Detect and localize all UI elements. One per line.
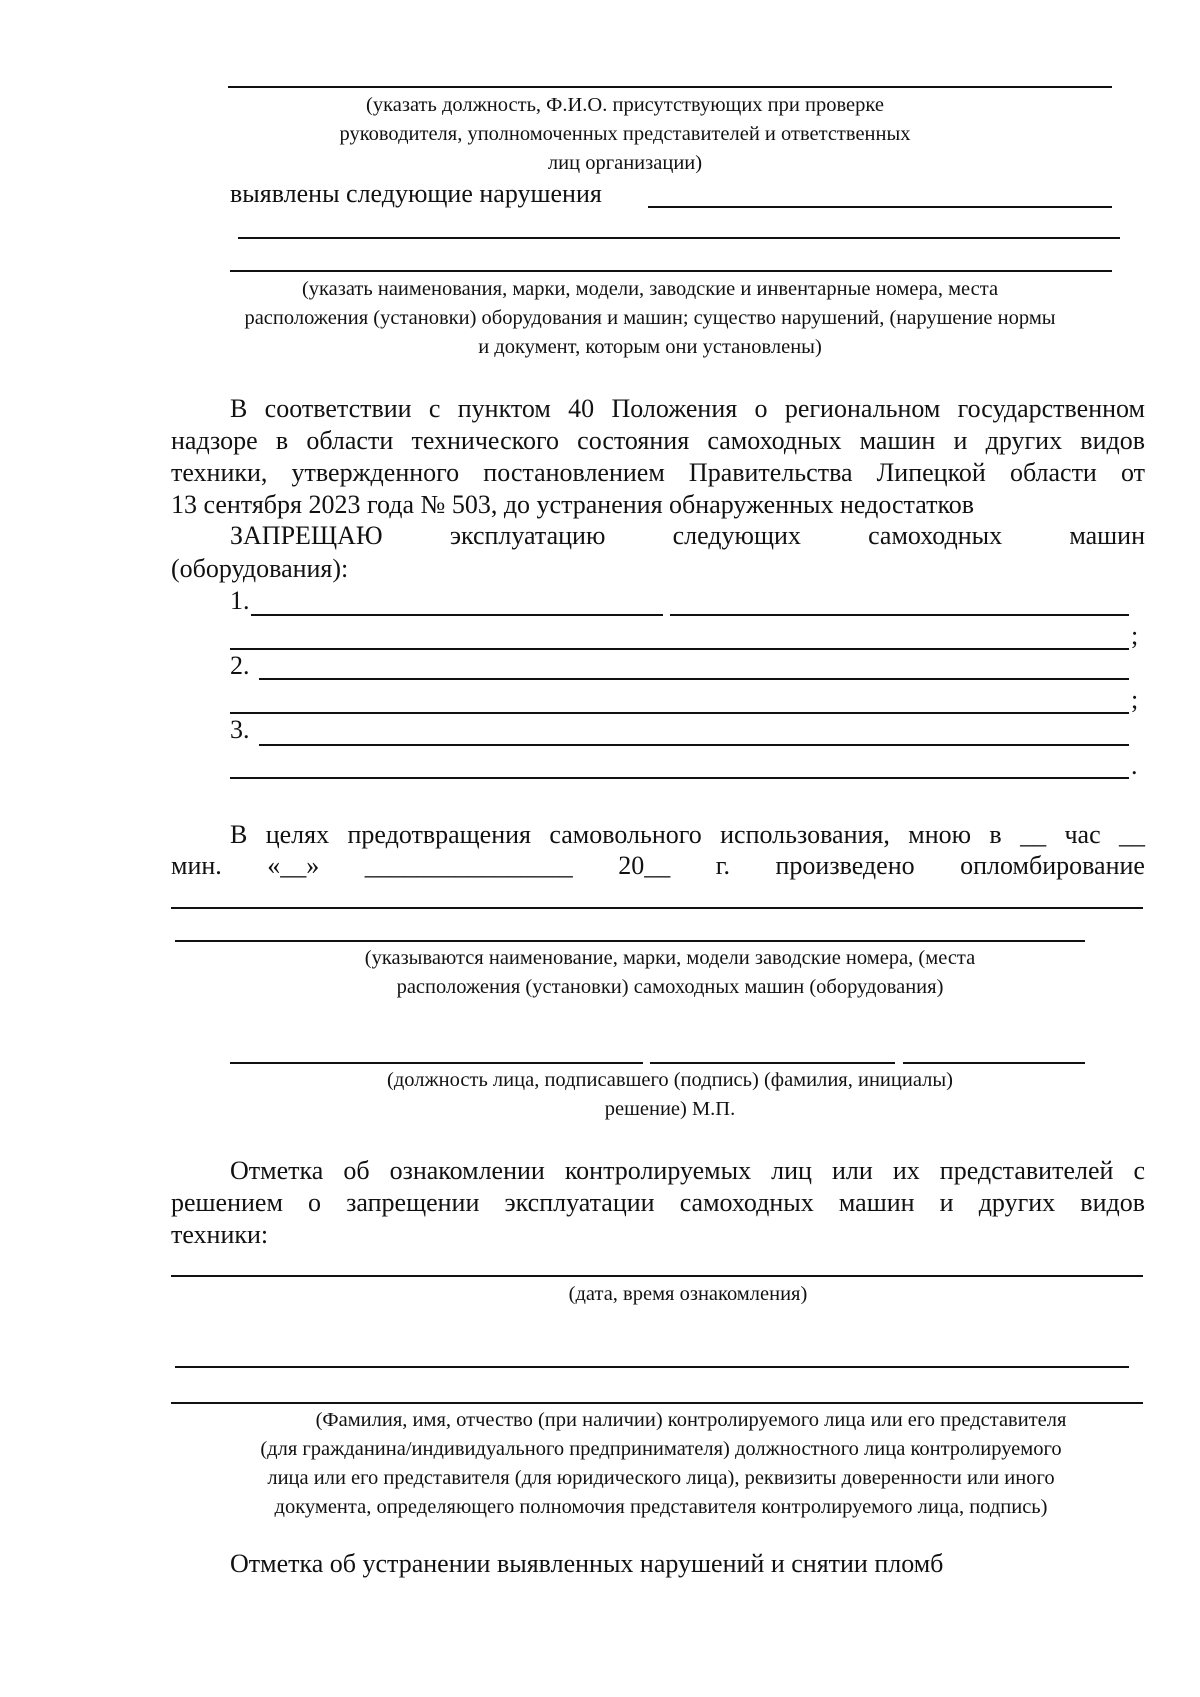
caption-present-2: руководителя, уполномоченных представителей и ответственных — [339, 123, 911, 145]
list-number-2: 2. — [230, 651, 250, 680]
violations-label: выявлены следующие нарушения — [230, 179, 602, 208]
blank-line-item-1b — [670, 614, 1129, 616]
caption-violations-1: (указать наименования, марки, модели, заводские и инвентарные номера, места — [301, 278, 999, 300]
blank-line-violations-3 — [230, 270, 1112, 272]
blank-line-person-1 — [175, 1366, 1129, 1368]
final-heading: Отметка об устранении выявленных нарушений и снятии пломб — [230, 1549, 944, 1578]
sealing-word-3: ________________ — [364, 851, 573, 880]
blank-line-date — [171, 1275, 1143, 1277]
para-basis-4: 13 сентября 2023 года № 503, до устранения обнаруженных недостатков — [171, 490, 975, 519]
prohibit-line-2: (оборудования): — [171, 554, 349, 583]
blank-line-item-3b — [230, 777, 1129, 779]
caption-violations-3: и документ, которым они установлены) — [478, 336, 822, 358]
blank-line-signature-position — [230, 1062, 643, 1064]
para-basis-3: техники, утвержденного постановлением Правительства Липецкой области от — [171, 458, 1145, 487]
caption-person-1: (Фамилия, имя, отчество (при наличии) контролируемого лица или его представителя — [315, 1409, 1067, 1431]
blank-line-signature-sign — [650, 1062, 895, 1064]
blank-line-item-2b — [230, 712, 1129, 714]
para-sealing-2 — [171, 851, 1145, 881]
blank-line-item-1a — [251, 614, 663, 616]
para-sealing-1: В целях предотвращения самовольного использования, мною в __ час __ — [230, 820, 1145, 849]
blank-line-sealing-2 — [175, 940, 1085, 942]
blank-line-signature-name — [903, 1062, 1085, 1064]
para-basis-1: В соответствии с пунктом 40 Положения о региональном государственном — [230, 394, 1145, 423]
prohibit-word-3: следующих — [672, 521, 801, 550]
list-terminator-2: ; — [1131, 685, 1139, 714]
para-acknowledge-2: решением о запрещении эксплуатации самоходных машин и других видов — [171, 1188, 1145, 1217]
sealing-word-4: 20__ — [618, 851, 671, 880]
caption-signature-1: (должность лица, подписавшего (подпись) (фамилия, инициалы) — [387, 1069, 953, 1091]
sealing-word-5: г. — [715, 851, 731, 880]
sealing-word-2: «__» — [267, 851, 320, 880]
prohibit-line — [230, 521, 1145, 551]
list-number-3: 3. — [230, 715, 250, 744]
list-terminator-1: ; — [1131, 621, 1139, 650]
caption-sealing-2: расположения (установки) самоходных машин (оборудования) — [396, 976, 944, 998]
caption-violations-2: расположения (установки) оборудования и машин; существо нарушений, (нарушение нормы — [244, 307, 1056, 329]
prohibit-word-2: эксплуатацию — [449, 521, 606, 550]
blank-line-item-2a — [259, 678, 1129, 680]
blank-line-violations-2 — [238, 237, 1120, 239]
blank-line-item-1c — [230, 648, 1129, 650]
sealing-word-6: произведено — [775, 851, 915, 880]
caption-person-2: (для гражданина/индивидуального предпринимателя) должностного лица контролируемого — [260, 1438, 1062, 1460]
blank-line-item-3a — [259, 744, 1129, 746]
para-acknowledge-3: техники: — [171, 1220, 269, 1249]
caption-date: (дата, время ознакомления) — [568, 1283, 808, 1305]
para-acknowledge-1: Отметка об ознакомлении контролируемых лиц или их представителей с — [230, 1156, 1145, 1185]
blank-line-sealing-1 — [171, 907, 1143, 909]
prohibit-word-4: самоходных — [868, 521, 1003, 550]
prohibit-word-1: ЗАПРЕЩАЮ — [230, 521, 383, 550]
list-number-1: 1. — [230, 586, 250, 615]
blank-line-person-2 — [171, 1402, 1143, 1404]
sealing-word-1: мин. — [171, 851, 222, 880]
caption-present-3: лиц организации) — [547, 152, 703, 174]
caption-person-3: лица или его представителя (для юридического лица), реквизиты доверенности или иного — [267, 1467, 1055, 1489]
prohibit-word-5: машин — [1069, 521, 1145, 550]
sealing-word-7: опломбирование — [960, 851, 1145, 880]
list-terminator-3: . — [1131, 751, 1138, 780]
para-basis-2: надзоре в области технического состояния самоходных машин и других видов — [171, 426, 1145, 455]
blank-line-present — [228, 86, 1112, 88]
caption-sealing-1: (указываются наименование, марки, модели заводские номера, (места — [364, 947, 976, 969]
caption-present-1: (указать должность, Ф.И.О. присутствующих при проверке — [366, 94, 884, 116]
blank-line-violations-1 — [648, 206, 1112, 208]
caption-signature-2: решение) М.П. — [604, 1098, 736, 1120]
caption-person-4: документа, определяющего полномочия представителя контролируемого лица, подпись) — [274, 1496, 1048, 1518]
